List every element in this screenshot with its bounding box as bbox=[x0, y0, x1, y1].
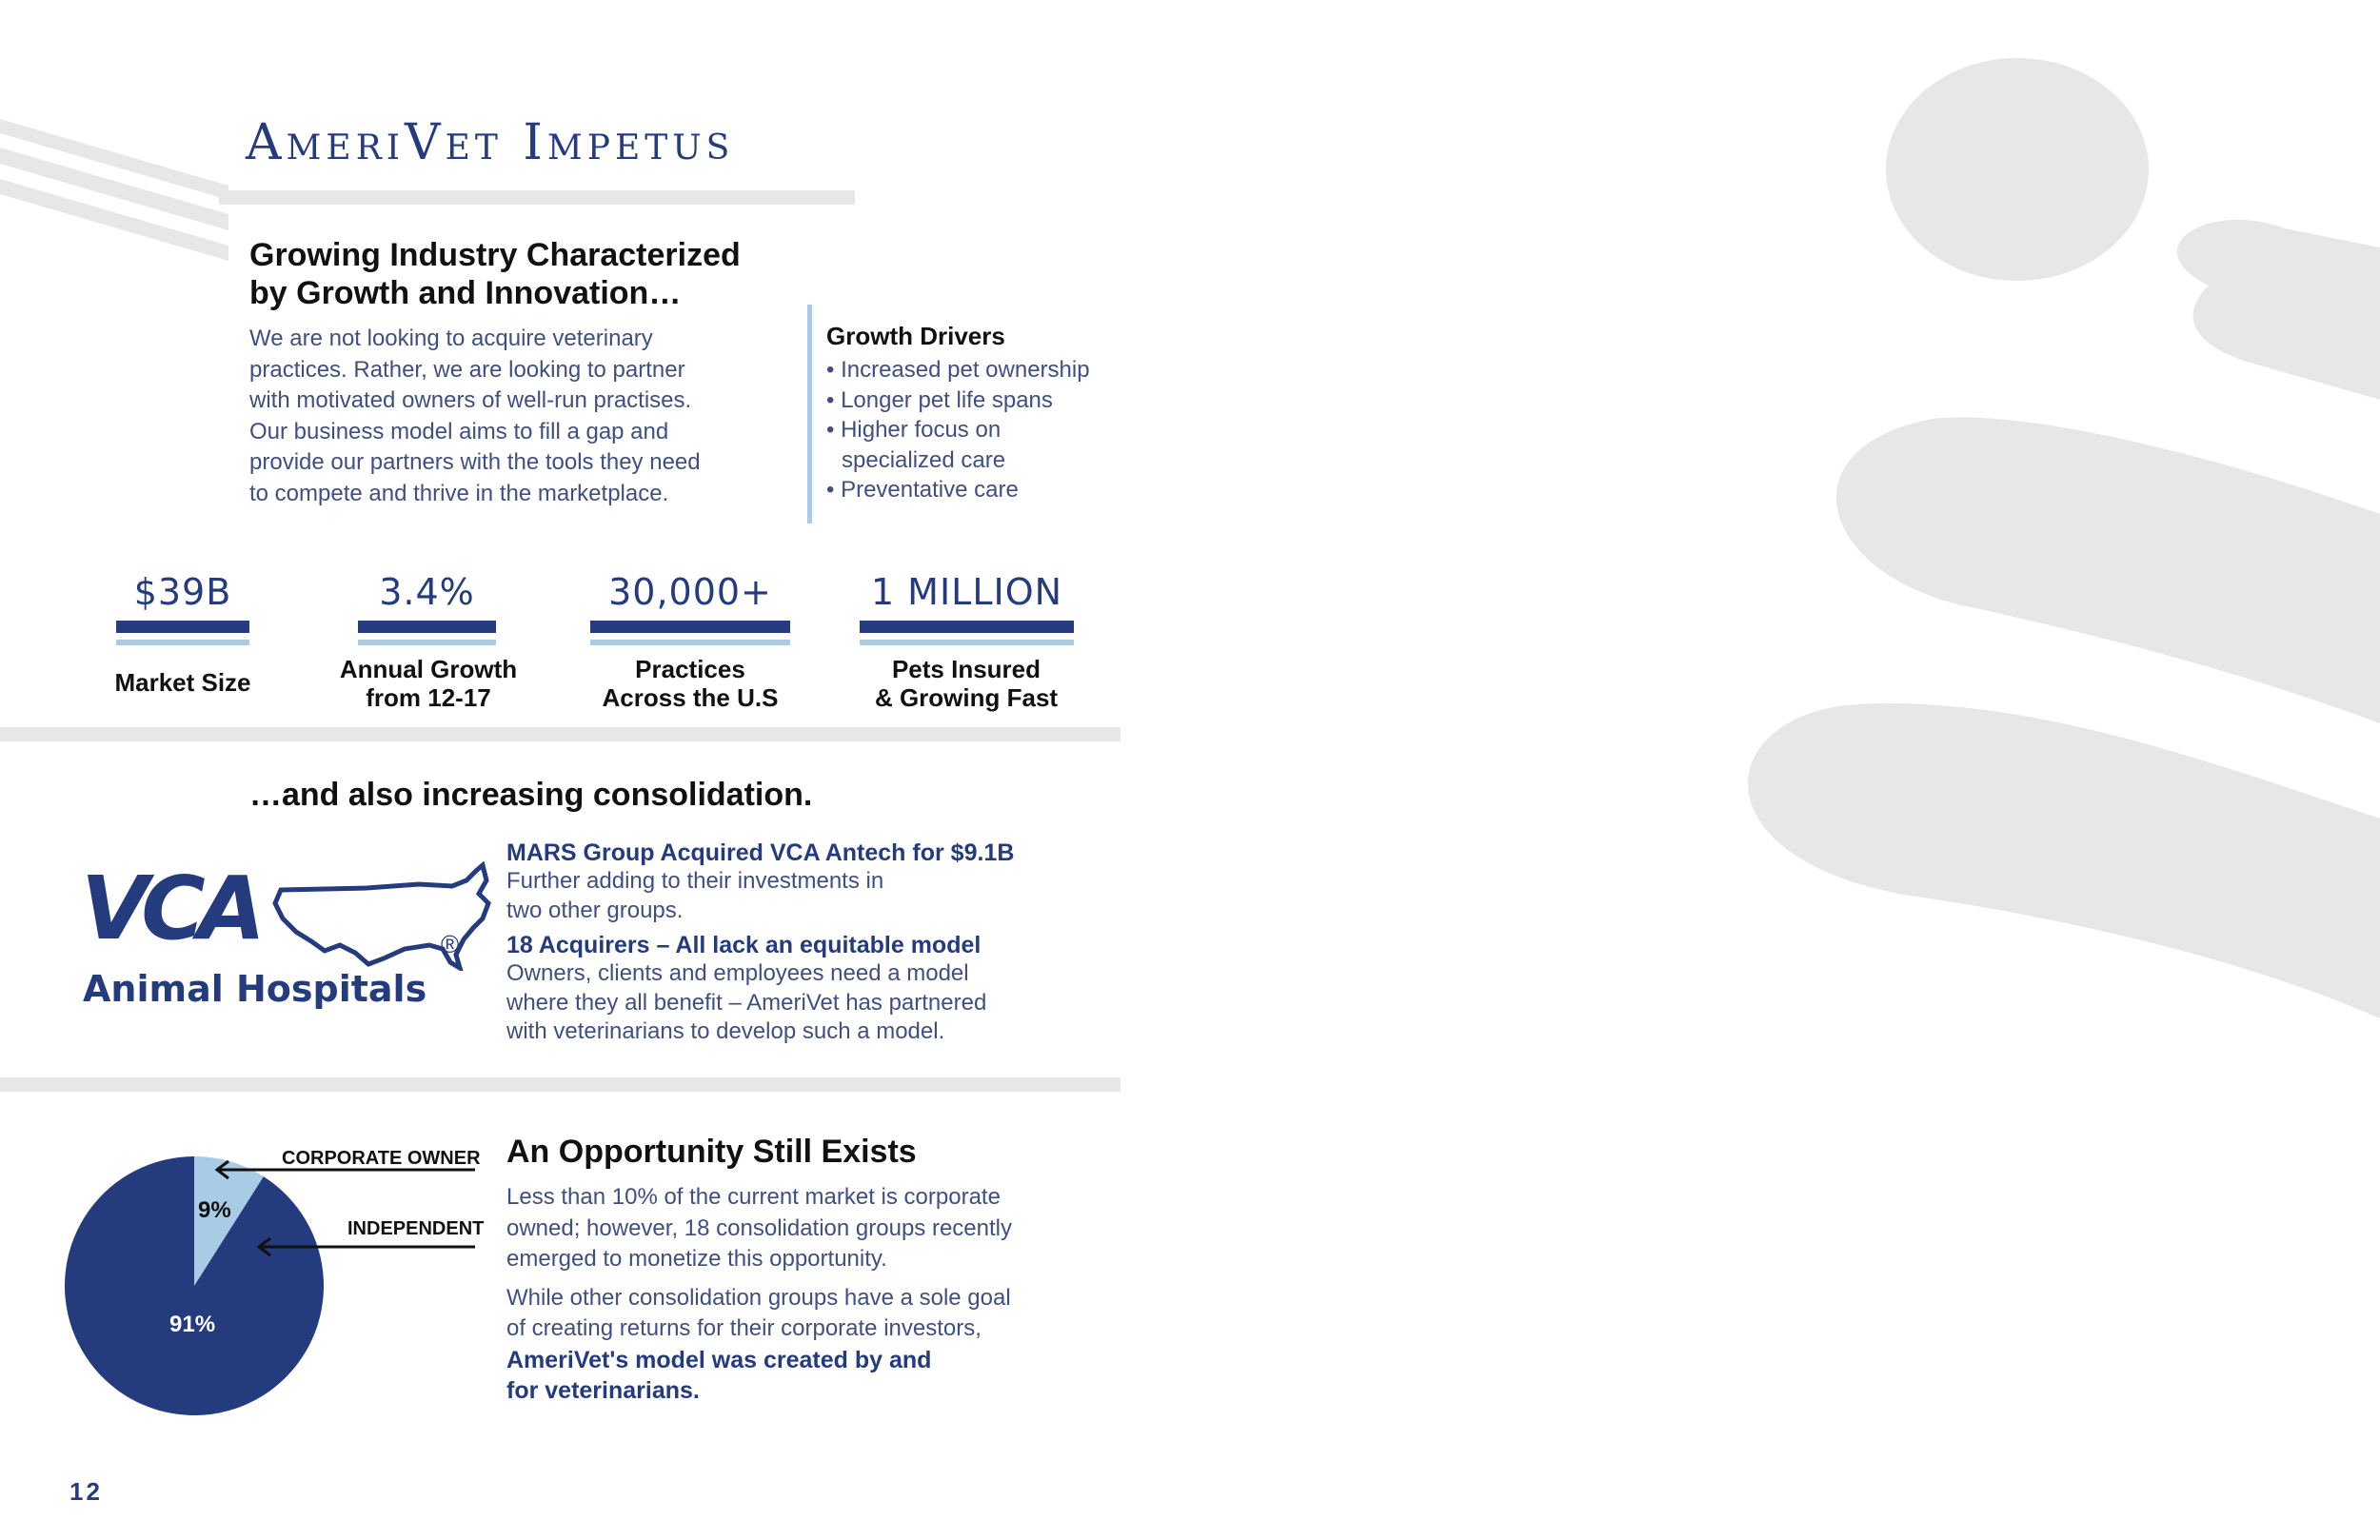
stat-value: 30,000+ bbox=[608, 571, 772, 613]
paw-stripe-middle bbox=[1836, 417, 2380, 723]
header-stripes bbox=[0, 114, 248, 267]
stat-label bbox=[576, 655, 804, 712]
paw-stripe-bottom bbox=[1748, 703, 2380, 1018]
intro-line: practices. Rather, we are looking to partner bbox=[249, 356, 685, 383]
stat-label bbox=[314, 655, 543, 712]
stat-label-line1: Pets Insured bbox=[891, 655, 1041, 683]
paw-decoration bbox=[1618, 0, 2380, 1047]
stat-label-line2: Across the U.S bbox=[602, 683, 779, 712]
paw-toe-right bbox=[2177, 220, 2380, 400]
opportunity-heading: An Opportunity Still Exists bbox=[506, 1134, 917, 1170]
text-line: where they all benefit – AmeriVet has partnered bbox=[506, 989, 987, 1016]
text-line: of creating returns for their corporate investors, bbox=[506, 1315, 982, 1341]
list-item: • Longer pet life spans bbox=[826, 386, 1053, 413]
text-line: owned; however, 18 consolidation groups recently bbox=[506, 1214, 1012, 1241]
intro-heading-line1: Growing Industry Characterized bbox=[249, 237, 741, 273]
text-line: two other groups. bbox=[506, 897, 684, 923]
stat-label-line1: Practices bbox=[635, 655, 745, 683]
stat-value: 3.4% bbox=[379, 571, 475, 613]
stat-value: 1 MILLION bbox=[870, 571, 1063, 613]
corporate-owner-percent: 9% bbox=[198, 1197, 231, 1223]
acquirers-title: 18 Acquirers – All lack an equitable model bbox=[506, 932, 982, 958]
independent-percent: 91% bbox=[169, 1312, 216, 1337]
stat-bar bbox=[590, 621, 790, 633]
stat-practices bbox=[590, 571, 790, 645]
list-item: • Higher focus on specialized care bbox=[826, 417, 1006, 473]
intro-line: We are not looking to acquire veterinary bbox=[249, 326, 653, 351]
pie-slices bbox=[65, 1156, 324, 1415]
stat-label: Market Size bbox=[114, 668, 251, 697]
intro-line: provide our partners with the tools they need bbox=[249, 449, 701, 475]
corporate-owner-label: CORPORATE OWNER bbox=[282, 1148, 481, 1169]
stat-bar-accent bbox=[358, 640, 496, 645]
intro-line: to compete and thrive in the marketplace. bbox=[249, 480, 669, 506]
list-item: • Preventative care bbox=[826, 477, 1019, 503]
text-line: Less than 10% of the current market is corporate bbox=[506, 1184, 1001, 1210]
acquirers-text bbox=[506, 959, 1097, 1047]
text-line: for veterinarians. bbox=[506, 1377, 700, 1404]
page-number: 12 bbox=[69, 1477, 103, 1506]
vca-logo-text: VCA bbox=[81, 858, 258, 959]
section-divider bbox=[0, 727, 1121, 741]
opportunity-section bbox=[506, 1133, 1116, 1407]
text-line: While other consolidation groups have a sole goal bbox=[506, 1284, 1011, 1311]
intro-paragraph bbox=[249, 324, 802, 509]
list-item: • Increased pet ownership bbox=[826, 357, 1090, 383]
paw-toe-top bbox=[1886, 58, 2149, 281]
title-divider bbox=[219, 190, 855, 205]
usa-map-icon bbox=[262, 861, 528, 971]
text-line: emerged to monetize this opportunity. bbox=[506, 1246, 887, 1272]
opportunity-paragraph-1 bbox=[506, 1182, 1116, 1275]
stat-bar bbox=[116, 621, 249, 633]
vca-logo bbox=[81, 858, 462, 1023]
text-line: with veterinarians to develop such a model. bbox=[506, 1018, 945, 1044]
mars-acquisition-text bbox=[506, 867, 1097, 925]
stat-label-line2: & Growing Fast bbox=[874, 683, 1059, 712]
growth-drivers-heading: Growth Drivers bbox=[826, 322, 1005, 350]
stat-bar-accent bbox=[860, 640, 1074, 645]
page-title: AmeriVet Impetus bbox=[246, 114, 735, 171]
intro-line: Our business model aims to fill a gap and bbox=[249, 418, 669, 444]
pie-slice-independent bbox=[65, 1156, 324, 1415]
intro-line: with motivated owners of well-run practises. bbox=[249, 387, 692, 413]
ownership-pie-chart bbox=[57, 1142, 495, 1428]
intro-section bbox=[249, 236, 802, 509]
stat-value: $39B bbox=[133, 571, 232, 613]
growth-drivers bbox=[826, 322, 1140, 505]
opportunity-paragraph-2 bbox=[506, 1283, 1116, 1407]
stat-label bbox=[852, 655, 1081, 712]
consolidation-details bbox=[506, 839, 1097, 1047]
independent-label: INDEPENDENT bbox=[347, 1218, 485, 1239]
stat-pets-insured bbox=[860, 571, 1074, 645]
stat-bar bbox=[860, 621, 1074, 633]
drivers-divider bbox=[807, 305, 812, 523]
intro-heading bbox=[249, 236, 802, 312]
consolidation-heading: …and also increasing consolidation. bbox=[249, 777, 813, 813]
stat-label-line1: Annual Growth bbox=[339, 655, 518, 683]
section-divider bbox=[0, 1077, 1121, 1092]
stat-label-line2: from 12-17 bbox=[366, 683, 491, 712]
registered-mark: ® bbox=[441, 930, 460, 958]
growth-drivers-list bbox=[826, 355, 1140, 505]
intro-heading-line2: by Growth and Innovation… bbox=[249, 275, 682, 311]
text-line: Owners, clients and employees need a model bbox=[506, 960, 969, 986]
text-line: Further adding to their investments in bbox=[506, 868, 884, 894]
stat-bar-accent bbox=[590, 640, 790, 645]
stat-bar-accent bbox=[116, 640, 249, 645]
mars-acquisition-title: MARS Group Acquired VCA Antech for $9.1B bbox=[506, 839, 1015, 866]
stat-market-size bbox=[116, 571, 249, 645]
vca-logo-subtitle: Animal Hospitals bbox=[83, 968, 427, 1010]
text-line: AmeriVet's model was created by and bbox=[506, 1346, 932, 1373]
stat-annual-growth bbox=[358, 571, 496, 645]
stat-bar bbox=[358, 621, 496, 633]
